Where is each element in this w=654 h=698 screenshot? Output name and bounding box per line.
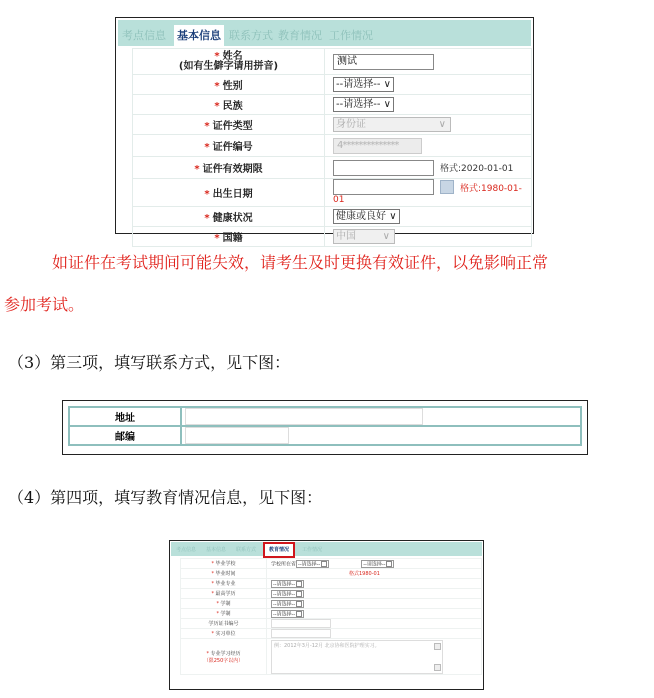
ethnicity-select[interactable]: --请选择-- ∨ bbox=[333, 97, 394, 112]
name-label: * 姓名 (如有生僻字请用拼音) bbox=[133, 49, 325, 75]
birth-date-input[interactable] bbox=[333, 179, 434, 195]
nationality-label: 国籍 bbox=[222, 233, 243, 244]
major-select[interactable]: --请选择-- bbox=[271, 580, 304, 588]
education-form: * 毕业学校 学校所在省 --请选择-- --请选择-- * 毕业时间 格式1980-01 * 毕业专业 --请选择-- * 最高学历 --请选择-- * 学制 --请选择-- * 学制 --请选择-- 学历证书编号 * 实习单位 * 专业学习经历 （限250字以内） 例：2012年3月-12月 北京协和医院护理实习。 bbox=[180, 558, 482, 675]
id-number-input: 4************** bbox=[333, 138, 422, 154]
tab-exam-site[interactable]: 考点信息 bbox=[122, 29, 166, 42]
nationality-select: 中国 ∨ bbox=[333, 229, 395, 244]
zipcode-input[interactable] bbox=[185, 427, 289, 444]
dropdown-arrow-icon bbox=[321, 561, 327, 567]
chevron-down-icon: ∨ bbox=[382, 231, 390, 242]
id-type-select: 身份证 ∨ bbox=[333, 117, 451, 132]
notice-line-2: 参加考试。 bbox=[4, 295, 85, 314]
tab-education[interactable]: 教育情况 bbox=[265, 544, 293, 556]
chevron-down-icon: ∨ bbox=[438, 119, 446, 130]
grad-school-label: 毕业学校 bbox=[215, 561, 236, 567]
step3-heading: （3）第三项，填写联系方式，见下图： bbox=[8, 353, 291, 372]
tab-bar bbox=[171, 542, 482, 556]
id-expiry-input[interactable] bbox=[333, 160, 434, 176]
notice-line-1: 如证件在考试期间可能失效，请考生及时更换有效证件，以免影响正常 bbox=[52, 253, 549, 272]
school-system-select[interactable]: --请选择-- bbox=[271, 600, 304, 608]
scroll-down-icon[interactable] bbox=[434, 664, 441, 671]
tab-basic-info[interactable]: 基本信息 bbox=[174, 25, 224, 46]
tab-work[interactable]: 工作情况 bbox=[301, 547, 322, 553]
gender-label: 性别 bbox=[222, 81, 243, 92]
tab-education[interactable]: 教育情况 bbox=[278, 29, 322, 42]
tab-work[interactable]: 工作情况 bbox=[329, 29, 373, 42]
health-select[interactable]: 健康或良好 ∨ bbox=[333, 209, 400, 224]
degree-select[interactable]: --请选择-- bbox=[271, 610, 304, 618]
address-input[interactable] bbox=[185, 408, 423, 425]
chevron-down-icon: ∨ bbox=[389, 211, 397, 222]
dropdown-arrow-icon bbox=[296, 591, 302, 597]
calendar-icon[interactable] bbox=[440, 180, 454, 194]
highest-edu-label: 最高学历 bbox=[215, 591, 236, 597]
tab-exam-site[interactable]: 考点信息 bbox=[175, 547, 196, 553]
basic-info-form: * 姓名 (如有生僻字请用拼音) 测试 * 性别 --请选择-- ∨ * 民族 --请选择-- ∨ * 证件类型 身份证 ∨ * 证件编号 4************** * 证件有效期限 格式:2020-01-01 * 出生日期 格式:1980-01-01 * 健康状况 健康或良好 ∨ * 国籍 中国 ∨ bbox=[132, 48, 532, 247]
study-history-label: 专业学习经历 bbox=[210, 650, 241, 657]
school-select[interactable]: --请选择-- bbox=[361, 560, 394, 568]
study-history-textarea[interactable]: 例：2012年3月-12月 北京协和医院护理实习。 bbox=[271, 640, 443, 674]
school-system-label: 学制 bbox=[220, 601, 231, 607]
step4-heading: （4）第四项，填写教育情况信息，见下图： bbox=[8, 488, 323, 507]
gender-select[interactable]: --请选择-- ∨ bbox=[333, 77, 394, 92]
basic-info-screenshot bbox=[115, 17, 534, 244]
intern-unit-input[interactable] bbox=[271, 629, 331, 638]
dropdown-arrow-icon bbox=[296, 611, 302, 617]
degree-label: 学制 bbox=[220, 611, 231, 617]
province-select[interactable]: --请选择-- bbox=[296, 560, 329, 568]
health-label: 健康状况 bbox=[212, 213, 253, 224]
education-screenshot bbox=[169, 540, 484, 690]
id-number-label: 证件编号 bbox=[212, 142, 253, 153]
dropdown-arrow-icon bbox=[296, 601, 302, 607]
major-label: 毕业专业 bbox=[215, 581, 236, 587]
dropdown-arrow-icon bbox=[386, 561, 392, 567]
tab-bar bbox=[118, 20, 531, 46]
scroll-up-icon[interactable] bbox=[434, 643, 441, 650]
contact-screenshot bbox=[62, 400, 588, 455]
intern-unit-label: 实习单位 bbox=[215, 631, 236, 637]
grad-time-hint: 格式1980-01 bbox=[349, 571, 380, 577]
address-label: 地址 bbox=[69, 407, 181, 426]
zipcode-label: 邮编 bbox=[69, 426, 181, 445]
id-type-label: 证件类型 bbox=[212, 121, 253, 132]
name-input[interactable]: 测试 bbox=[333, 54, 434, 70]
required-star: * bbox=[214, 50, 220, 62]
cert-no-label: 学历证书编号 bbox=[181, 619, 267, 629]
chevron-down-icon: ∨ bbox=[383, 79, 391, 90]
tab-basic-info[interactable]: 基本信息 bbox=[205, 547, 226, 553]
id-expiry-hint: 格式:2020-01-01 bbox=[440, 164, 514, 174]
tab-contact[interactable]: 联系方式 bbox=[229, 29, 273, 42]
study-history-limit: （限250字以内） bbox=[203, 657, 244, 664]
birth-date-label: 出生日期 bbox=[212, 189, 253, 200]
ethnicity-label: 民族 bbox=[222, 101, 243, 112]
tab-contact[interactable]: 联系方式 bbox=[235, 547, 256, 553]
contact-form bbox=[68, 406, 582, 446]
id-expiry-label: 证件有效期限 bbox=[202, 164, 263, 175]
highest-edu-select[interactable]: --请选择-- bbox=[271, 590, 304, 598]
dropdown-arrow-icon bbox=[296, 581, 302, 587]
cert-no-input[interactable] bbox=[271, 619, 331, 628]
birth-date-hint: 格式:1980-01-01 bbox=[333, 183, 522, 205]
grad-time-label: 毕业时间 bbox=[215, 571, 236, 577]
chevron-down-icon: ∨ bbox=[383, 99, 391, 110]
